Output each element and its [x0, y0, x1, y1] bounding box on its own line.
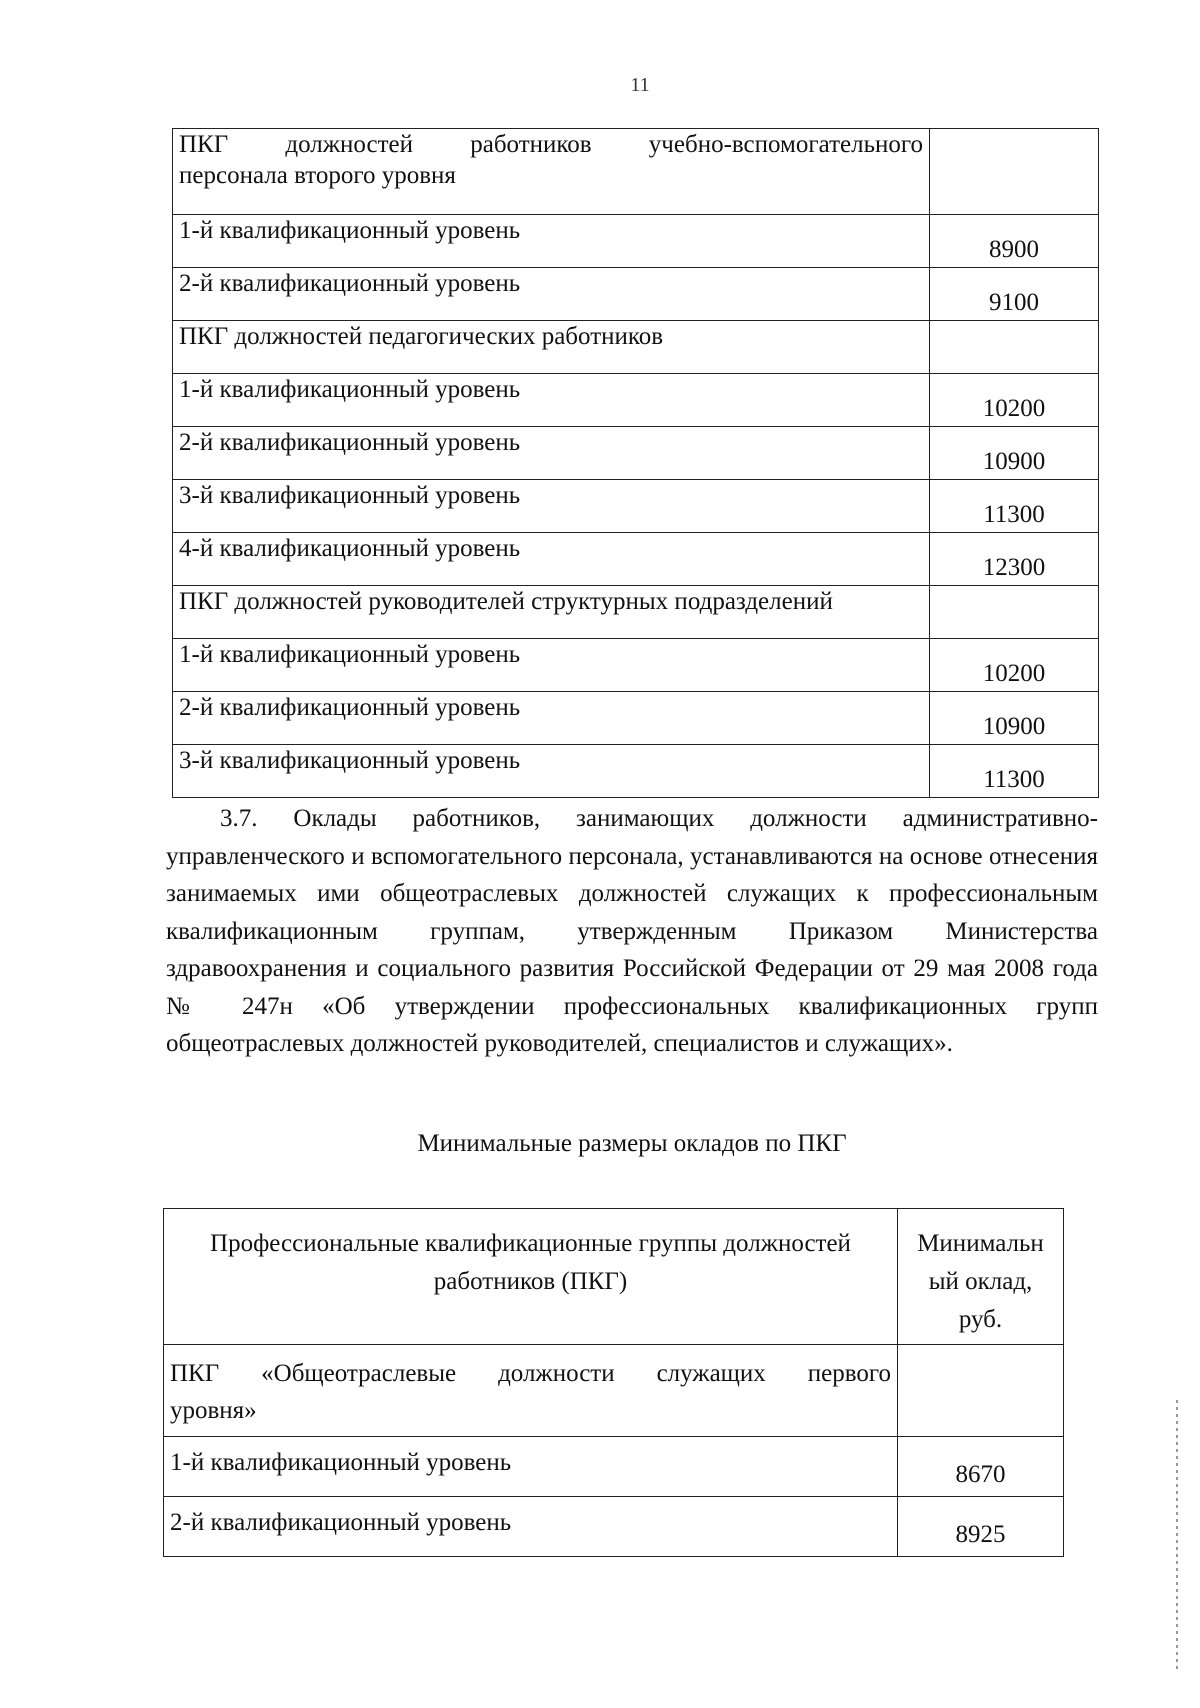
header-cell-groups: [164, 1209, 898, 1345]
group-title-line: уровня»: [170, 1397, 257, 1424]
page-number: 11: [630, 74, 650, 96]
level-label-cell: 1-й квалификационный уровень: [164, 1437, 898, 1497]
table-row: [173, 586, 1099, 639]
salary-cell: 10900: [930, 427, 1099, 480]
level-label-cell: 4-й квалификационный уровень: [173, 533, 930, 586]
group-title-cell: [164, 1345, 898, 1437]
level-label-cell: 1-й квалификационный уровень: [173, 639, 930, 692]
table-row: [173, 129, 1099, 215]
table-row: [173, 427, 1099, 480]
salary-cell: 10900: [930, 692, 1099, 745]
salary-cell: [898, 1345, 1064, 1437]
level-label-cell: ПКГ должностей педагогических работников: [173, 321, 930, 374]
table-row: [173, 639, 1099, 692]
table-row: [173, 321, 1099, 374]
table-row: [173, 268, 1099, 321]
table-row: [173, 533, 1099, 586]
level-label-cell: 3-й квалификационный уровень: [173, 480, 930, 533]
salary-cell: 9100: [930, 268, 1099, 321]
salary-cell: [930, 586, 1099, 639]
header-line: Профессиональные квалификационные группы должностей: [210, 1230, 851, 1257]
salary-cell: 12300: [930, 533, 1099, 586]
table-row: [164, 1437, 1064, 1497]
table-row: [173, 374, 1099, 427]
salary-cell: [930, 129, 1099, 215]
table-header-row: [164, 1209, 1064, 1345]
scan-edge-artifact: [1176, 1400, 1178, 1670]
level-label-cell: 1-й квалификационный уровень: [173, 215, 930, 268]
table-row: [173, 215, 1099, 268]
level-label-cell: 2-й квалификационный уровень: [164, 1497, 898, 1557]
salary-cell: 8900: [930, 215, 1099, 268]
table-row: [164, 1345, 1064, 1437]
header-cell-salary: [898, 1209, 1064, 1345]
table-row: [173, 692, 1099, 745]
table-caption: Минимальные размеры окладов по ПКГ: [417, 1130, 847, 1157]
salary-cell: 8925: [898, 1497, 1064, 1557]
group-title-line: ПКГ должностей работников учебно-вспомогательного: [179, 131, 923, 158]
salary-cell: [930, 321, 1099, 374]
group-title-line: персонала второго уровня: [179, 162, 456, 189]
minimum-salary-table: [163, 1208, 1064, 1557]
group-title-cell: [173, 129, 930, 215]
group-title-line: ПКГ «Общеотраслевые должности служащих первого: [170, 1360, 891, 1387]
salary-cell: 10200: [930, 639, 1099, 692]
header-line: работников (ПКГ): [433, 1268, 628, 1295]
salary-cell: 11300: [930, 480, 1099, 533]
level-label-cell: 2-й квалификационный уровень: [173, 268, 930, 321]
salary-table-continued: [172, 128, 1099, 798]
table-row: [173, 745, 1099, 798]
level-label-cell: 1-й квалификационный уровень: [173, 374, 930, 427]
salary-cell: 11300: [930, 745, 1099, 798]
level-label-cell: 2-й квалификационный уровень: [173, 692, 930, 745]
table-row: [173, 480, 1099, 533]
level-label-cell: 2-й квалификационный уровень: [173, 427, 930, 480]
salary-cell: 10200: [930, 374, 1099, 427]
header-line: ый оклад,: [928, 1268, 1033, 1295]
level-label-cell: 3-й квалификационный уровень: [173, 745, 930, 798]
header-line: руб.: [958, 1306, 1003, 1333]
clause-3-7-paragraph: 3.7. Оклады работников, занимающих должности административно-управленческого и вспомогательного персонала, устанавливаются на основе отнесения занимаемых ими общеотраслевых должностей служащих к профессиональным квалификационным группам, утвержденным Приказом Министерства здравоохранения и социального развития Российской Федерации от 29 мая 2008 года № 247н «Об утверждении профессиональных квалификационных групп общеотраслевых должностей руководителей, специалистов и служащих».: [166, 805, 1098, 1057]
header-line: Минимальн: [917, 1230, 1044, 1257]
level-label-cell: ПКГ должностей руководителей структурных подразделений: [173, 586, 930, 639]
salary-cell: 8670: [898, 1437, 1064, 1497]
table-row: [164, 1497, 1064, 1557]
